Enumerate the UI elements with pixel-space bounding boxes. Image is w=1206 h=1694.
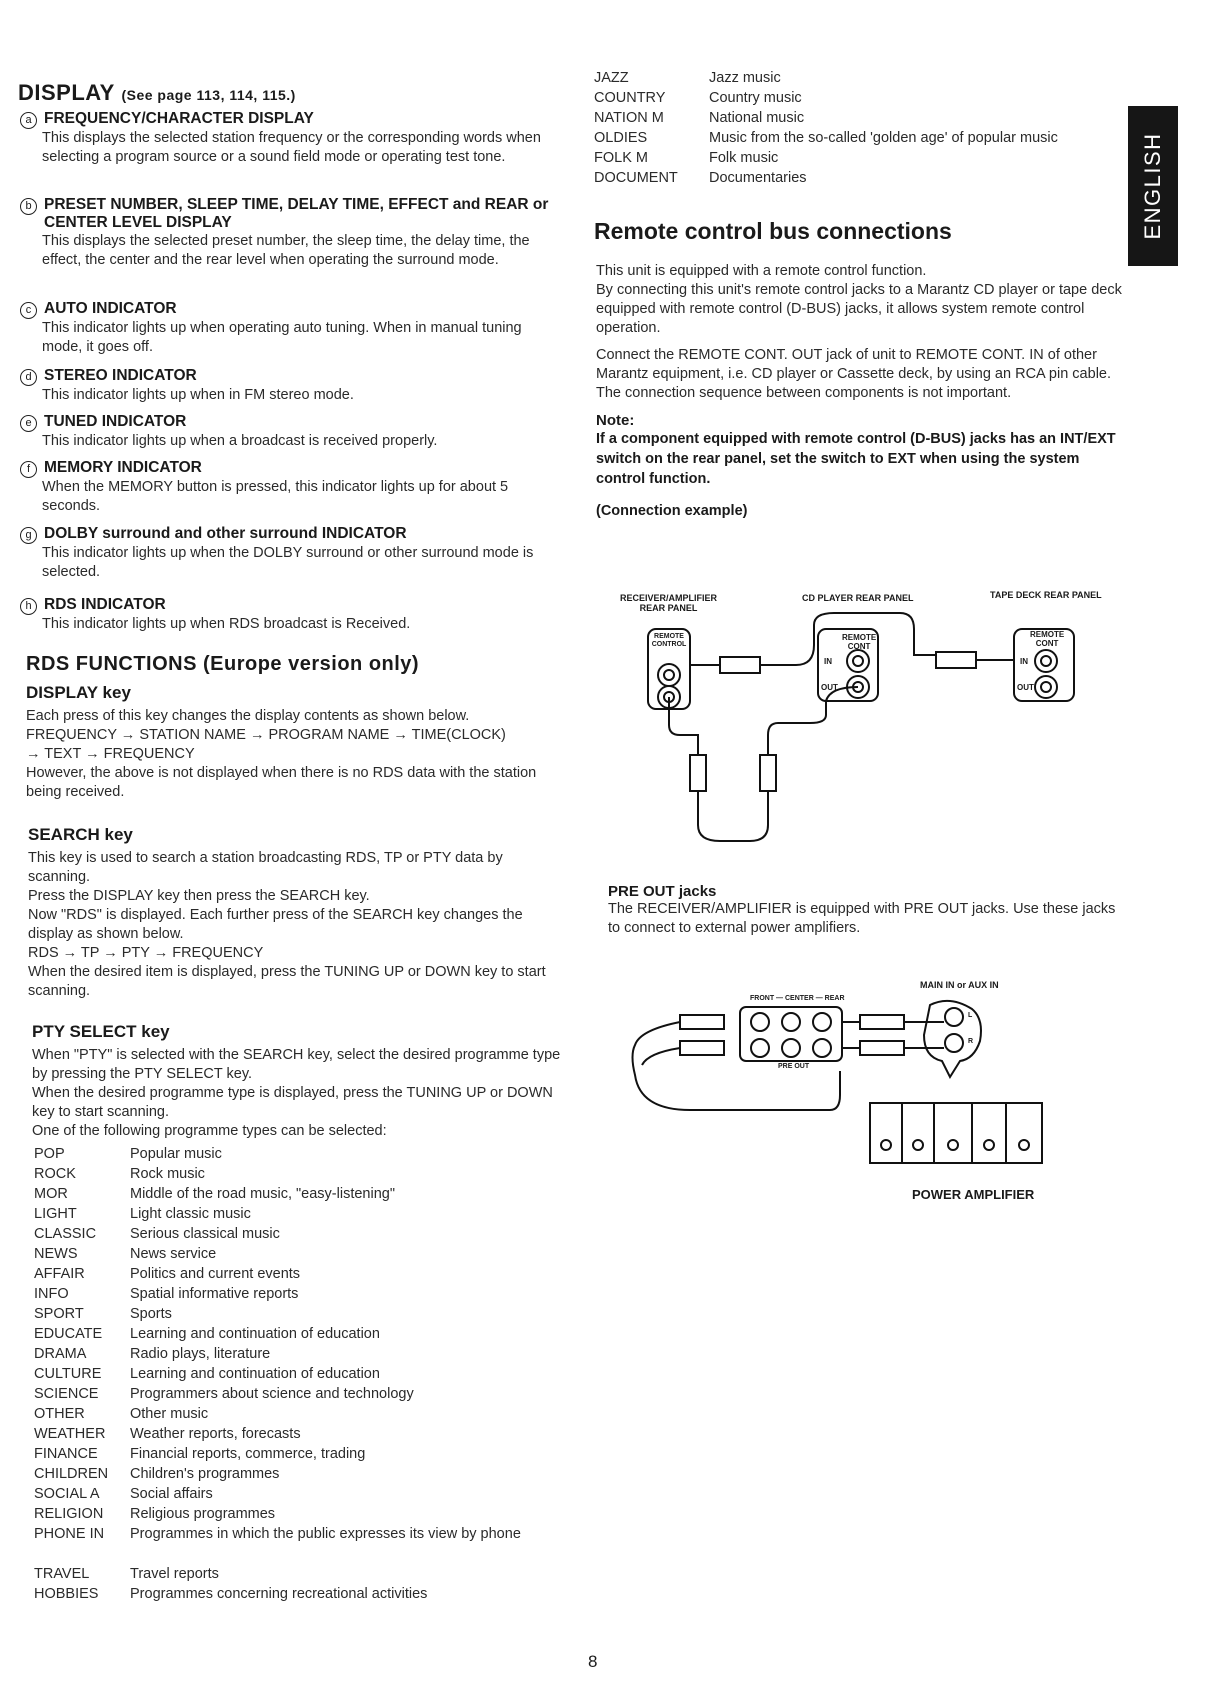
pty-code: PHONE IN <box>34 1526 105 1542</box>
pty-desc: Learning and continuation of education <box>130 1326 380 1342</box>
pty-key-section <box>32 1022 564 1141</box>
pty-row <box>34 1585 564 1604</box>
note-title: Note: <box>596 412 635 429</box>
pty-row <box>34 1305 564 1324</box>
display-item <box>20 110 565 167</box>
pty-code: EDUCATE <box>34 1326 103 1342</box>
preout-title: PRE OUT jacks <box>608 883 717 900</box>
front-center-rear-label: FRONT — CENTER — REAR <box>750 995 845 1002</box>
pty-desc: Financial reports, commerce, trading <box>130 1446 366 1462</box>
pty-desc: Serious classical music <box>130 1226 280 1242</box>
pty-desc: Programmes concerning recreational activities <box>130 1586 428 1602</box>
pty-code: POP <box>34 1146 65 1162</box>
pty-desc: Religious programmes <box>130 1506 276 1522</box>
display-item <box>20 413 565 451</box>
pty-desc: News service <box>130 1246 217 1262</box>
main-in-label: MAIN IN or AUX IN <box>920 980 999 990</box>
amp-2 <box>902 1103 934 1163</box>
amp-5 <box>1006 1103 1042 1163</box>
pty-code: MOR <box>34 1186 68 1202</box>
pty-row <box>34 1265 564 1284</box>
display-item-text: This indicator lights up when in FM stereo mode. <box>42 387 354 403</box>
pty-code: RELIGION <box>34 1506 104 1522</box>
search-key-text1: This key is used to search a station broadcasting RDS, TP or PTY data by scanning. <box>28 850 503 885</box>
cd-in-label: IN <box>824 657 832 666</box>
pty-code: SCIENCE <box>34 1386 99 1402</box>
display-item-mark: e <box>20 415 37 432</box>
pty-row <box>34 1505 564 1524</box>
display-item-mark: f <box>20 461 37 478</box>
remote-section <box>596 262 1126 519</box>
pty-desc: Music from the so-called 'golden age' of popular music <box>709 130 1058 146</box>
language-tab <box>1128 106 1178 266</box>
pty-row <box>34 1145 564 1164</box>
remote-control-label: REMOTE CONTROL <box>651 633 687 648</box>
pty-row <box>34 1285 564 1304</box>
pty-desc: Social affairs <box>130 1486 213 1502</box>
pty-code: ROCK <box>34 1166 76 1182</box>
display-item-mark: h <box>20 598 37 615</box>
pty-row <box>594 110 1134 126</box>
display-item <box>20 525 565 582</box>
pty-desc: Other music <box>130 1406 209 1422</box>
search-key-title: SEARCH key <box>28 825 133 844</box>
pty-desc: Children's programmes <box>130 1466 280 1482</box>
pty-row <box>34 1385 564 1404</box>
pty-desc: Jazz music <box>709 70 781 86</box>
display-item-text: This displays the selected station frequency or the corresponding words when selecting a program source or a sound field mode or operating test tone. <box>42 130 541 165</box>
display-item <box>20 596 565 634</box>
pty-code: NEWS <box>34 1246 78 1262</box>
tape-in-jack <box>1035 650 1057 672</box>
display-item-text: When the MEMORY button is pressed, this indicator lights up for about 5 seconds. <box>42 479 509 514</box>
display-item <box>20 367 565 405</box>
display-item-mark: b <box>20 198 37 215</box>
pty-key-text1: When "PTY" is selected with the SEARCH key, select the desired programme type by pressing the PTY SELECT key. <box>32 1047 561 1082</box>
display-item-text: This displays the selected preset number, the sleep time, the delay time, the effect, the center and the rear level when operating the surround mode. <box>42 233 530 268</box>
pty-key-title: PTY SELECT key <box>32 1022 170 1041</box>
display-item <box>20 459 565 516</box>
display-item-title: b PRESET NUMBER, SLEEP TIME, DELAY TIME, EFFECT and REAR or CENTER LEVEL DISPLAY <box>20 196 565 232</box>
pty-code: DOCUMENT <box>594 170 678 186</box>
preout-section <box>608 883 1128 938</box>
display-item-title: e TUNED INDICATOR <box>20 413 565 432</box>
preout-diagram <box>620 975 1140 1205</box>
remote-text1: This unit is equipped with a remote control function. <box>596 263 927 279</box>
pty-desc: Documentaries <box>709 170 807 186</box>
pty-code: INFO <box>34 1286 69 1302</box>
pty-code: DRAMA <box>34 1346 87 1362</box>
cd-in-jack <box>847 650 869 672</box>
pty-desc: Light classic music <box>130 1206 251 1222</box>
pty-code: SOCIAL A <box>34 1486 100 1502</box>
pre-out-label: PRE OUT <box>778 1063 810 1070</box>
pty-desc: Rock music <box>130 1166 205 1182</box>
display-key-section <box>26 683 561 802</box>
pty-desc: Programmes in which the public expresses its view by phone <box>130 1526 521 1542</box>
pty-desc: Country music <box>709 90 802 106</box>
pty-desc: Sports <box>130 1306 172 1322</box>
remote-text3: Connect the REMOTE CONT. OUT jack of unit to REMOTE CONT. IN of other Marantz equipment, i.e. CD player or Cassette deck, by using an RCA pin cable. <box>596 347 1112 382</box>
pty-key-text2: When the desired programme type is displayed, press the TUNING UP or DOWN key to start scanning. <box>32 1085 553 1120</box>
pty-desc: Middle of the road music, "easy-listening" <box>130 1186 395 1202</box>
pty-key-text3: One of the following programme types can be selected: <box>32 1123 387 1139</box>
amp-4 <box>972 1103 1006 1163</box>
display-item-title: a FREQUENCY/CHARACTER DISPLAY <box>20 110 565 129</box>
pty-row <box>34 1405 564 1424</box>
pty-code: SPORT <box>34 1306 84 1322</box>
pty-row <box>594 170 1134 186</box>
pty-code: JAZZ <box>594 70 629 86</box>
tape-out-label: OUT <box>1017 683 1034 692</box>
pty-row <box>34 1245 564 1264</box>
plug-3 <box>690 755 706 791</box>
display-item-text: This indicator lights up when the DOLBY surround or other surround mode is selected. <box>42 545 534 580</box>
pty-desc: National music <box>709 110 805 126</box>
preout-text: The RECEIVER/AMPLIFIER is equipped with PRE OUT jacks. Use these jacks to connect to external power amplifiers. <box>608 901 1116 936</box>
pty-row <box>34 1185 564 1204</box>
l-label: L <box>968 1012 973 1019</box>
pty-desc: Politics and current events <box>130 1266 301 1282</box>
pty-code: COUNTRY <box>594 90 666 106</box>
display-heading: DISPLAY (See page 113, 114, 115.) <box>18 80 296 105</box>
search-key-seq: RDS → TP → PTY → FREQUENCY <box>28 945 264 961</box>
pty-code: HOBBIES <box>34 1586 99 1602</box>
preout-diagram-svg <box>620 975 1140 1175</box>
plug-2 <box>936 652 976 668</box>
plug-1 <box>720 657 760 673</box>
remote-diagram-svg <box>600 585 1120 845</box>
pty-row <box>34 1325 564 1344</box>
pty-code: WEATHER <box>34 1426 106 1442</box>
search-key-text2: Press the DISPLAY key then press the SEARCH key. <box>28 888 370 904</box>
pty-desc: Weather reports, forecasts <box>130 1426 301 1442</box>
pty-row <box>34 1345 564 1364</box>
pty-row <box>594 70 1134 86</box>
cd-out-label: OUT <box>821 683 838 692</box>
receiver-label: RECEIVER/AMPLIFIER REAR PANEL <box>620 593 718 613</box>
display-item-title: g DOLBY surround and other surround INDICATOR <box>20 525 565 544</box>
display-key-text: Each press of this key changes the display contents as shown below. <box>26 708 470 724</box>
display-item-text: This indicator lights up when a broadcast is received properly. <box>42 433 438 449</box>
pty-row <box>34 1485 564 1504</box>
pty-code: OLDIES <box>594 130 648 146</box>
display-key-seq2: → TEXT → FREQUENCY <box>26 746 195 762</box>
display-key-title: DISPLAY key <box>26 683 131 702</box>
display-item-mark: d <box>20 369 37 386</box>
pty-desc: Radio plays, literature <box>130 1346 271 1362</box>
plug-4 <box>760 755 776 791</box>
search-key-text4: When the desired item is displayed, press the TUNING UP or DOWN key to start scanning. <box>28 964 546 999</box>
note-text: If a component equipped with remote control (D-BUS) jacks has an INT/EXT switch on the rear panel, set the switch to EXT when using the system control function. <box>596 431 1116 487</box>
pty-row <box>34 1205 564 1224</box>
cd-remote-label: REMOTE CONT <box>842 633 877 651</box>
pty-desc: Spatial informative reports <box>130 1286 299 1302</box>
display-item-title: f MEMORY INDICATOR <box>20 459 565 478</box>
pty-desc: Programmers about science and technology <box>130 1386 414 1402</box>
search-key-text3: Now "RDS" is displayed. Each further press of the SEARCH key changes the display as shown below. <box>28 907 523 942</box>
display-item-title: c AUTO INDICATOR <box>20 300 565 319</box>
pty-code: CULTURE <box>34 1366 102 1382</box>
pty-desc: Popular music <box>130 1146 222 1162</box>
pty-code: TRAVEL <box>34 1566 90 1582</box>
pty-row <box>34 1465 564 1484</box>
tape-remote-label: REMOTE CONT <box>1030 630 1065 648</box>
rds-heading: RDS FUNCTIONS (Europe version only) <box>26 653 420 675</box>
pty-row <box>594 90 1134 106</box>
pty-row <box>34 1445 564 1464</box>
display-key-seq1: FREQUENCY → STATION NAME → PROGRAM NAME → TIME(CLOCK) <box>26 727 506 743</box>
remote-heading: Remote control bus connections <box>594 218 952 244</box>
amp-3 <box>934 1103 972 1163</box>
pty-code: LIGHT <box>34 1206 77 1222</box>
tape-label: TAPE DECK REAR PANEL <box>990 590 1102 600</box>
pty-row <box>34 1425 564 1444</box>
pty-row <box>34 1225 564 1244</box>
display-key-note: However, the above is not displayed when there is no RDS data with the station being received. <box>26 765 537 800</box>
amp-1 <box>870 1103 902 1163</box>
pty-desc: Learning and continuation of education <box>130 1366 380 1382</box>
pty-row <box>594 130 1134 146</box>
tape-out-jack <box>1035 676 1057 698</box>
pty-desc: Folk music <box>709 150 779 166</box>
pty-row <box>34 1365 564 1384</box>
pty-desc: Travel reports <box>130 1566 219 1582</box>
tape-in-label: IN <box>1020 657 1028 666</box>
display-item-title: h RDS INDICATOR <box>20 596 565 615</box>
remote-text2: By connecting this unit's remote control jacks to a Marantz CD player or tape deck equipped with remote control (D-BUS) jacks, it allows system remote control operation. <box>596 282 1122 336</box>
display-item-title: d STEREO INDICATOR <box>20 367 565 386</box>
pty-code: CLASSIC <box>34 1226 97 1242</box>
display-item-mark: c <box>20 302 37 319</box>
pty-row <box>34 1525 564 1544</box>
r-label: R <box>968 1038 974 1045</box>
receiver-jack-1 <box>658 664 680 686</box>
pty-code: OTHER <box>34 1406 85 1422</box>
remote-diagram <box>600 585 1120 845</box>
pty-code: FOLK M <box>594 150 648 166</box>
pty-code: NATION M <box>594 110 664 126</box>
display-item-text: This indicator lights up when operating auto tuning. When in manual tuning mode, it goes off. <box>42 320 522 355</box>
display-item <box>20 196 565 270</box>
cd-label: CD PLAYER REAR PANEL <box>802 593 914 603</box>
remote-text4: The connection sequence between components is not important. <box>596 385 1012 401</box>
pty-row <box>34 1165 564 1184</box>
pty-row <box>34 1565 564 1584</box>
pty-code: CHILDREN <box>34 1466 109 1482</box>
display-item-text: This indicator lights up when RDS broadcast is Received. <box>42 616 411 632</box>
pty-code: FINANCE <box>34 1446 98 1462</box>
pty-row <box>594 150 1134 166</box>
pty-code: AFFAIR <box>34 1266 85 1282</box>
connection-example: (Connection example) <box>596 503 748 519</box>
display-item-mark: g <box>20 527 37 544</box>
language-tab-label: ENGLISH <box>1140 132 1165 240</box>
power-amp-label: POWER AMPLIFIER <box>912 1187 1035 1202</box>
display-item-mark: a <box>20 112 37 129</box>
display-item <box>20 300 565 357</box>
page-number: 8 <box>588 1652 598 1671</box>
search-key-section <box>28 825 563 1001</box>
